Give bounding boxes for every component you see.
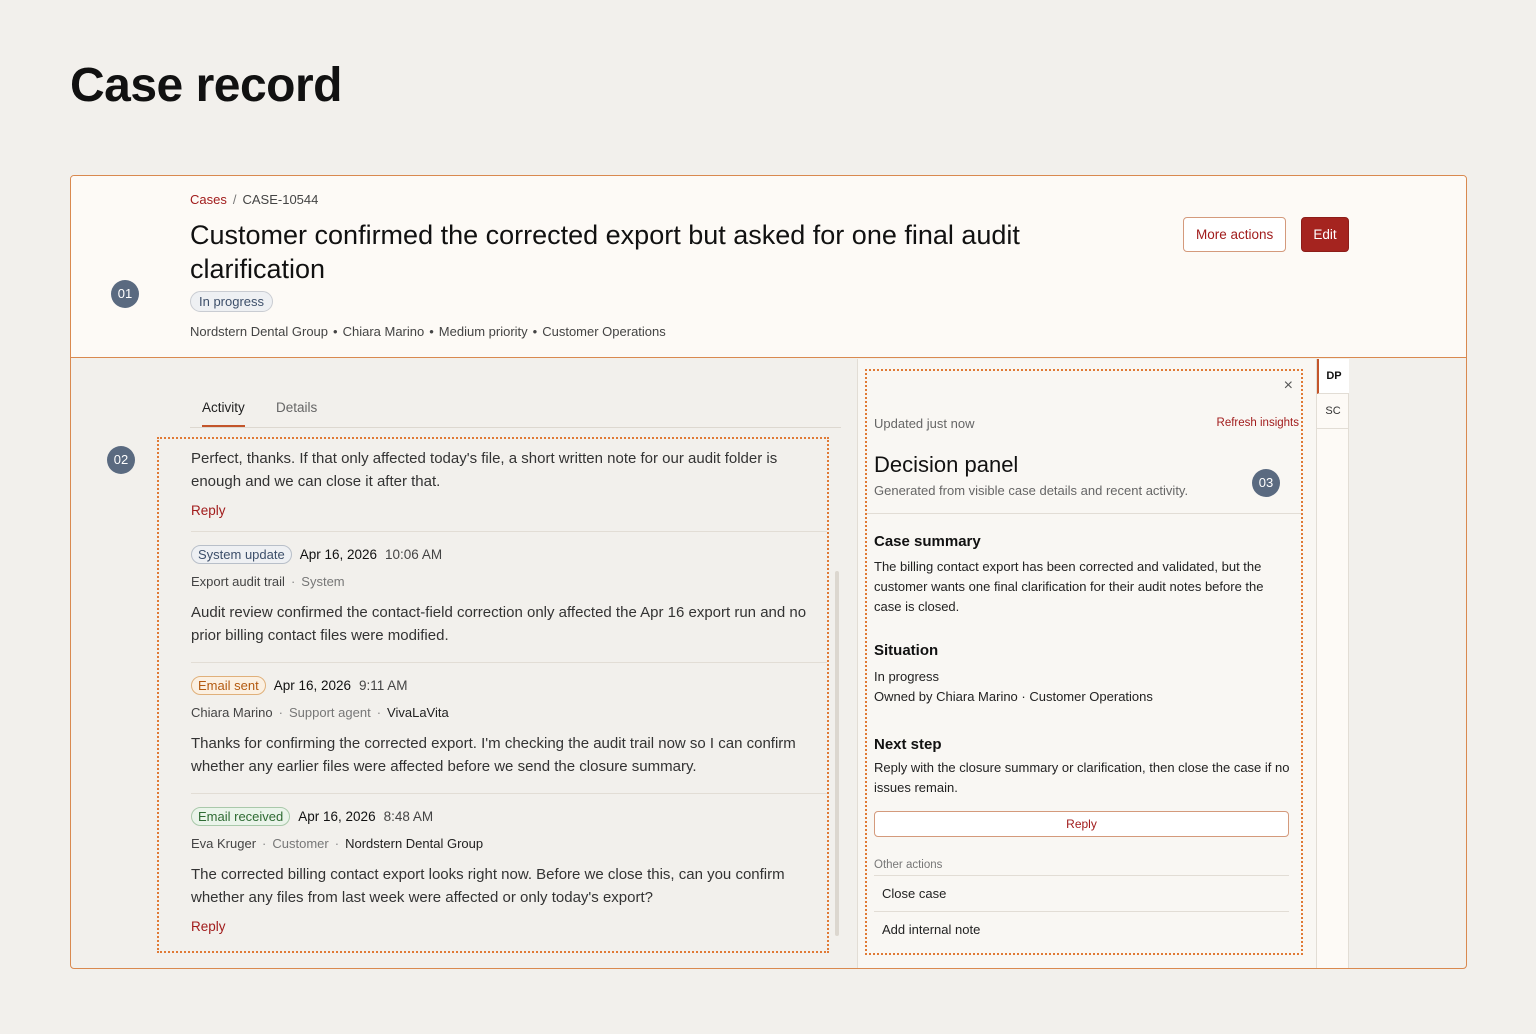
divider bbox=[191, 531, 827, 532]
panel-subtitle: Generated from visible case details and recent activity. bbox=[874, 483, 1189, 498]
entry-author: Eva Kruger bbox=[191, 836, 257, 851]
breadcrumb-current: CASE-10544 bbox=[242, 192, 319, 207]
entry-org: VivaLaVita bbox=[387, 705, 449, 720]
marker-03: 03 bbox=[1252, 469, 1280, 497]
entry-author: Export audit trail bbox=[191, 574, 285, 589]
entry-time: 10:06 AM bbox=[385, 547, 443, 562]
close-icon[interactable]: × bbox=[1283, 377, 1293, 394]
case-header bbox=[71, 176, 1466, 358]
meta-owner: Chiara Marino bbox=[342, 324, 425, 339]
meta-separator: • bbox=[532, 324, 538, 339]
meta-separator: · bbox=[290, 574, 296, 589]
page-title: Case record bbox=[70, 59, 342, 112]
activity-tabs bbox=[190, 394, 841, 428]
meta-priority: Medium priority bbox=[438, 324, 528, 339]
entry-date: Apr 16, 2026 bbox=[298, 809, 376, 824]
case-summary-body: The billing contact export has been corrected and validated, but the customer wants one final clarification for their audit notes before the case is closed. bbox=[874, 559, 1264, 614]
activity-latest-message bbox=[191, 447, 827, 518]
tab-activity[interactable]: Activity bbox=[202, 400, 245, 427]
case-summary-heading: Case summary bbox=[874, 533, 981, 550]
message-body: Perfect, thanks. If that only affected today's file, a short written note for our audit folder is enough and we can close it after that. bbox=[191, 450, 778, 490]
divider bbox=[867, 513, 1301, 514]
tab-details[interactable]: Details bbox=[276, 400, 318, 415]
reply-link[interactable]: Reply bbox=[191, 503, 226, 518]
breadcrumb bbox=[190, 192, 318, 207]
rail-tab-sc[interactable]: SC bbox=[1317, 394, 1349, 429]
other-actions-label: Other actions bbox=[874, 859, 943, 871]
entry-role: Customer bbox=[272, 836, 329, 851]
status-badge: In progress bbox=[190, 291, 273, 312]
meta-account: Nordstern Dental Group bbox=[190, 324, 329, 339]
divider bbox=[191, 662, 827, 663]
entry-date: Apr 16, 2026 bbox=[299, 547, 378, 562]
entry-type-badge: System update bbox=[191, 545, 292, 564]
situation-status: In progress bbox=[874, 669, 940, 684]
marker-02: 02 bbox=[107, 446, 135, 474]
activity-feed bbox=[157, 437, 829, 953]
entry-body: Audit review confirmed the contact-field correction only affected the Apr 16 export run and no prior billing contact files were modified. bbox=[191, 604, 807, 644]
next-step-heading: Next step bbox=[874, 736, 942, 753]
entry-role: System bbox=[301, 574, 345, 589]
meta-separator: • bbox=[333, 324, 338, 339]
close-case-action[interactable]: Close case bbox=[874, 875, 1289, 911]
entry-type-badge: Email received bbox=[191, 807, 290, 826]
entry-org: Nordstern Dental Group bbox=[345, 836, 484, 851]
meta-separator: · bbox=[278, 705, 283, 720]
entry-body: The corrected billing contact export looks right now. Before we close this, can you confirm whether any files from last week were affected or only today's export? bbox=[191, 866, 785, 906]
decision-panel bbox=[865, 369, 1303, 955]
panel-updated: Updated just now bbox=[874, 416, 975, 431]
case-title: Customer confirmed the corrected export but asked for one final audit clarification bbox=[190, 220, 1020, 284]
entry-type-badge: Email sent bbox=[191, 676, 266, 695]
add-internal-note-action[interactable]: Add internal note bbox=[874, 911, 1289, 947]
situation-owner: Owned by Chiara Marino · Customer Operations bbox=[874, 689, 1153, 704]
meta-separator: · bbox=[334, 836, 340, 851]
activity-entry bbox=[191, 807, 827, 934]
marker-01: 01 bbox=[111, 280, 139, 308]
entry-body: Thanks for confirming the corrected export. I'm checking the audit trail now so I can confirm whether any earlier files were affected before we send the closure summary. bbox=[191, 735, 796, 775]
refresh-insights-link[interactable]: Refresh insights bbox=[1216, 417, 1299, 429]
situation-heading: Situation bbox=[874, 642, 939, 659]
panel-title: Decision panel bbox=[874, 452, 1019, 477]
edit-button[interactable]: Edit bbox=[1301, 217, 1349, 252]
entry-time: 9:11 AM bbox=[359, 678, 408, 693]
meta-separator: • bbox=[429, 324, 434, 339]
divider bbox=[191, 793, 827, 794]
panel-reply-button[interactable]: Reply bbox=[874, 811, 1289, 837]
entry-date: Apr 16, 2026 bbox=[273, 678, 352, 693]
side-rail bbox=[1316, 359, 1349, 969]
rail-tab-dp[interactable]: DP bbox=[1317, 359, 1349, 394]
breadcrumb-cases-link[interactable]: Cases bbox=[190, 192, 227, 207]
case-record-frame bbox=[70, 175, 1467, 969]
case-meta bbox=[190, 324, 666, 339]
meta-team: Customer Operations bbox=[542, 324, 666, 339]
activity-scrollbar[interactable] bbox=[835, 571, 839, 936]
reply-link[interactable]: Reply bbox=[191, 919, 226, 934]
more-actions-button[interactable]: More actions bbox=[1183, 217, 1286, 252]
activity-entry bbox=[191, 545, 827, 647]
activity-entry bbox=[191, 676, 827, 778]
entry-role: Support agent bbox=[289, 705, 371, 720]
breadcrumb-separator: / bbox=[232, 192, 237, 207]
entry-author: Chiara Marino bbox=[191, 705, 273, 720]
meta-separator: · bbox=[262, 836, 267, 851]
next-step-body: Reply with the closure summary or clarification, then close the case if no issues remain. bbox=[874, 760, 1290, 795]
entry-time: 8:48 AM bbox=[383, 809, 434, 824]
meta-separator: · bbox=[376, 705, 382, 720]
